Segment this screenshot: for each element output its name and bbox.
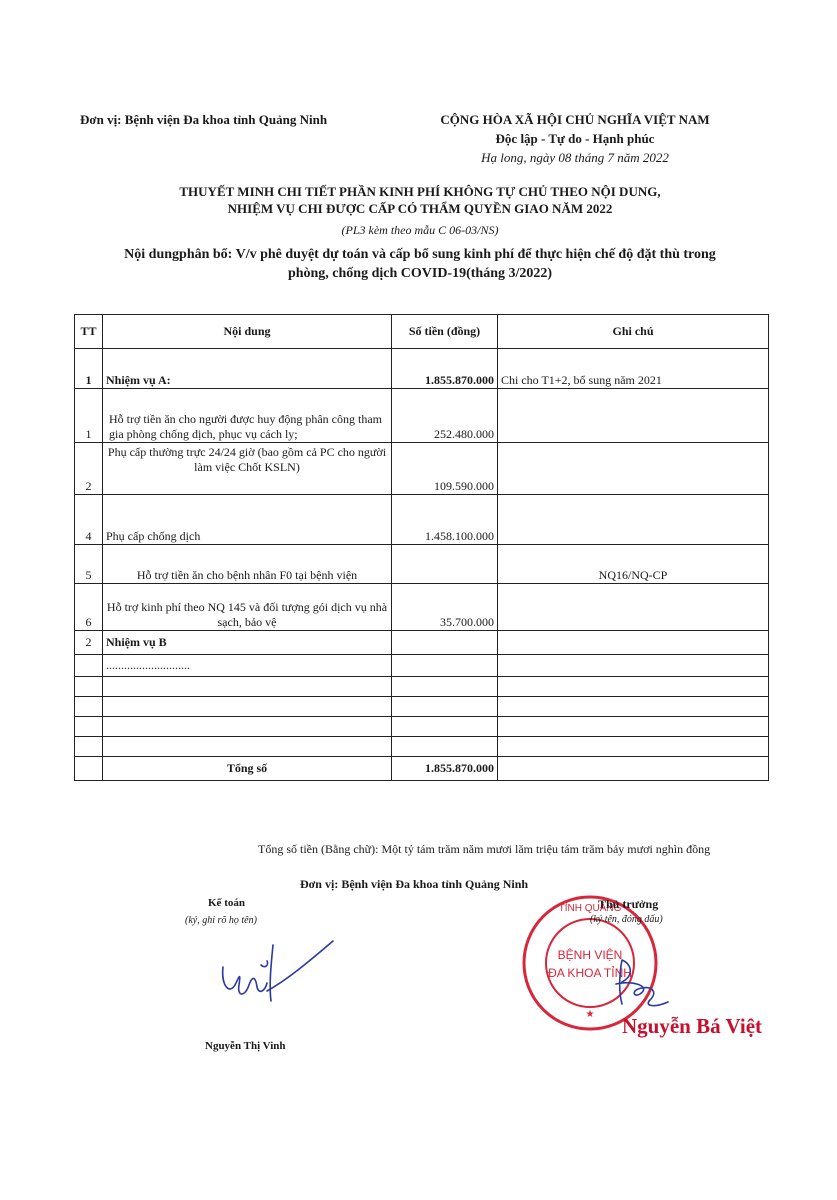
document-title bbox=[60, 183, 780, 217]
seal-line-2: ĐA KHOA TỈNH bbox=[548, 966, 632, 980]
cell-content: Hỗ trợ kinh phí theo NQ 145 và đối tượng gói dịch vụ nhà sạch, bảo vệ bbox=[103, 584, 392, 631]
title-line-1: THUYẾT MINH CHI TIẾT PHẦN KINH PHÍ KHÔNG TỰ CHỦ THEO NỘI DUNG, bbox=[179, 184, 661, 199]
table-header-row bbox=[75, 315, 769, 349]
unit-header: Đơn vị: Bệnh viện Đa khoa tỉnh Quảng Ninh bbox=[80, 112, 328, 127]
motto: Độc lập - Tự do - Hạnh phúc bbox=[495, 131, 655, 146]
header-tt: TT bbox=[75, 315, 103, 349]
total-row bbox=[75, 757, 769, 781]
seal-star-icon: ★ bbox=[585, 1009, 595, 1020]
total-in-words: Tổng số tiền (Bằng chữ): Một tỷ tám trăm năm mươi lăm triệu tám trăm bảy mươi nghìn đồng bbox=[258, 842, 711, 856]
total-amount: 1.855.870.000 bbox=[392, 757, 498, 781]
signature-unit: Đơn vị: Bệnh viện Đa khoa tỉnh Quảng Ninh bbox=[300, 877, 529, 891]
header-content: Nội dung bbox=[103, 315, 392, 349]
cell-content: Phụ cấp chống dịch bbox=[103, 495, 392, 545]
cell-note bbox=[498, 389, 769, 443]
table-row bbox=[75, 349, 769, 389]
cell-note: Chi cho T1+2, bổ sung năm 2021 bbox=[498, 349, 769, 389]
republic-header bbox=[440, 110, 710, 167]
header-note: Ghi chú bbox=[498, 315, 769, 349]
director-name: Nguyễn Bá Việt bbox=[622, 1014, 763, 1038]
cell-tt: 2 bbox=[75, 631, 103, 655]
cell-amount bbox=[392, 631, 498, 655]
table-row bbox=[75, 389, 769, 443]
table-row bbox=[75, 495, 769, 545]
accountant-title: Kế toán bbox=[208, 897, 245, 909]
table-row bbox=[75, 545, 769, 584]
document-subtitle: (PL3 kèm theo mẫu C 06-03/NS) bbox=[341, 223, 499, 237]
cell-tt: 1 bbox=[75, 389, 103, 443]
table-row bbox=[75, 443, 769, 495]
cell-tt: 1 bbox=[75, 349, 103, 389]
cell-note bbox=[498, 584, 769, 631]
director-note: (ký tên, đóng dấu) bbox=[590, 914, 663, 925]
cell-amount: 109.590.000 bbox=[392, 443, 498, 495]
republic-title: CỘNG HÒA XÃ HỘI CHỦ NGHĨA VIỆT NAM bbox=[440, 112, 710, 127]
cell-amount bbox=[392, 545, 498, 584]
table-row bbox=[75, 584, 769, 631]
cell-content: Nhiệm vụ A: bbox=[103, 349, 392, 389]
seal-ring-text: TỈNH QUẢNG bbox=[558, 903, 622, 914]
content-line-2: phòng, chống dịch COVID-19(tháng 3/2022) bbox=[287, 266, 553, 281]
table-row bbox=[75, 631, 769, 655]
cell-tt: 4 bbox=[75, 495, 103, 545]
cell-amount: 252.480.000 bbox=[392, 389, 498, 443]
title-line-2: NHIỆM VỤ CHI ĐƯỢC CẤP CÓ THẨM QUYỀN GIAO NĂM 2022 bbox=[227, 201, 613, 216]
cell-note bbox=[498, 443, 769, 495]
director-signature bbox=[612, 930, 672, 1010]
cell-note bbox=[498, 495, 769, 545]
cell-note bbox=[498, 655, 769, 677]
accountant-note: (ký, ghi rõ họ tên) bbox=[185, 915, 257, 926]
cell-content: Hỗ trợ tiền ăn cho bệnh nhân F0 tại bệnh viện bbox=[103, 545, 392, 584]
table-row bbox=[75, 717, 769, 737]
document-date: Hạ long, ngày 08 tháng 7 năm 2022 bbox=[481, 150, 669, 165]
cell-content: Hỗ trợ tiền ăn cho người được huy động phân công tham gia phòng chống dịch, phục vụ cách ly; bbox=[103, 389, 392, 443]
cell-content: ............................ bbox=[103, 655, 392, 677]
cell-content: Nhiệm vụ B bbox=[103, 631, 392, 655]
cell-tt: 2 bbox=[75, 443, 103, 495]
table-row bbox=[75, 677, 769, 697]
cell-note bbox=[498, 631, 769, 655]
cell-tt bbox=[75, 655, 103, 677]
budget-table bbox=[74, 314, 769, 781]
table-row bbox=[75, 737, 769, 757]
cell-content: Phụ cấp thường trực 24/24 giờ (bao gồm cả PC cho người làm việc Chốt KSLN) bbox=[103, 443, 392, 495]
cell-tt: 5 bbox=[75, 545, 103, 584]
content-allocation bbox=[60, 245, 780, 283]
table-row bbox=[75, 697, 769, 717]
accountant-signature bbox=[215, 925, 335, 1005]
total-label: Tổng số bbox=[103, 757, 392, 781]
seal-line-1: BỆNH VIỆN bbox=[557, 948, 623, 962]
accountant-name: Nguyễn Thị Vinh bbox=[205, 1040, 286, 1052]
content-line-1: Nội dungphân bổ: V/v phê duyệt dự toán và cấp bổ sung kinh phí để thực hiện chế độ đặt thù trong bbox=[124, 247, 716, 262]
cell-amount: 1.458.100.000 bbox=[392, 495, 498, 545]
cell-amount: 1.855.870.000 bbox=[392, 349, 498, 389]
cell-amount: 35.700.000 bbox=[392, 584, 498, 631]
cell-tt: 6 bbox=[75, 584, 103, 631]
cell-amount bbox=[392, 655, 498, 677]
cell-note: NQ16/NQ-CP bbox=[498, 545, 769, 584]
header-amount: Số tiền (đồng) bbox=[392, 315, 498, 349]
director-title: Thủ trưởng bbox=[598, 897, 659, 911]
table-row bbox=[75, 655, 769, 677]
